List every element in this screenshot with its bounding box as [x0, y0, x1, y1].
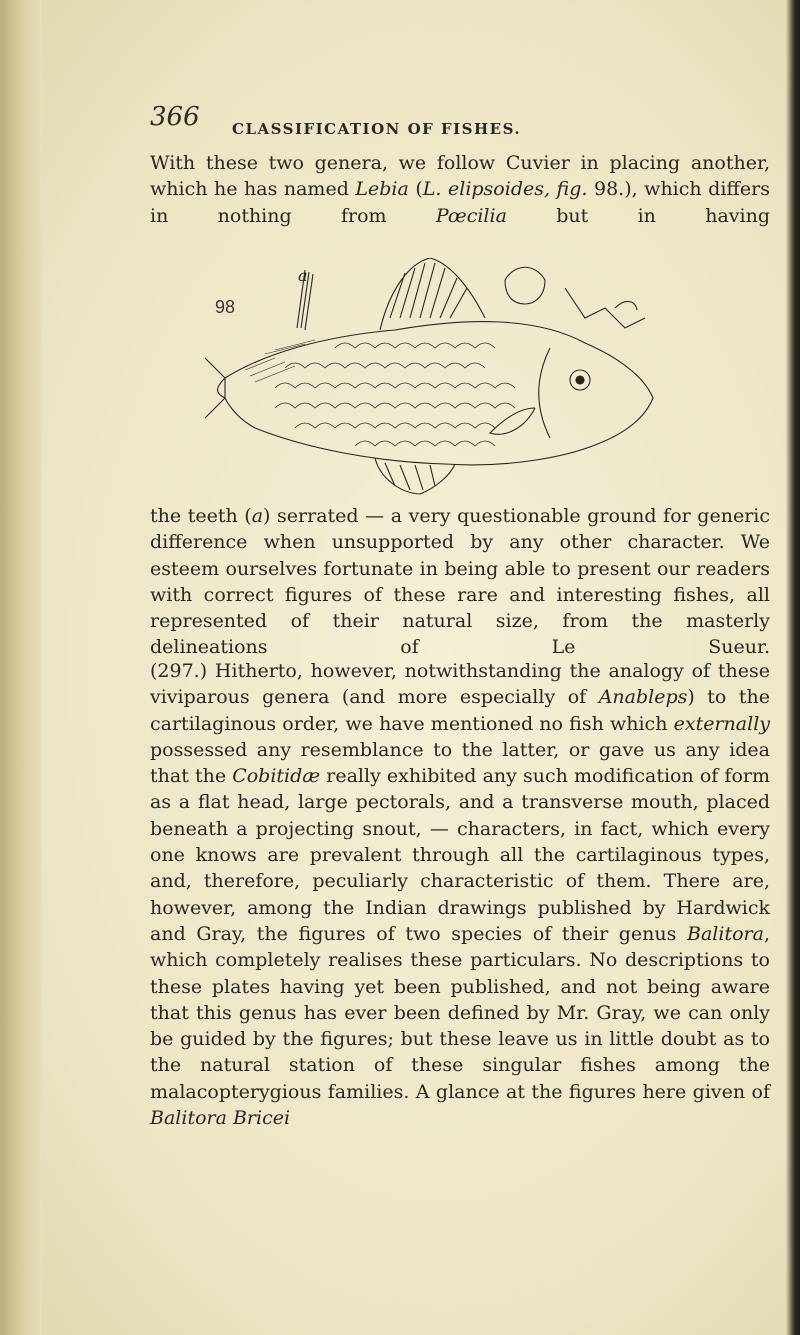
paragraph-teeth: the teeth (a) serrated — a very questionable ground for generic difference when unsupported by any other character. We esteem ourselves fortunate in being able to present our readers with correct figures of these rare and interesting fishes, all represented of their natural size, from the masterly delineations of Le Sueur.	[150, 505, 770, 659]
page-gutter	[0, 0, 42, 1335]
figure-letter-label: a	[298, 266, 308, 285]
paragraph-297: (297.) Hitherto, however, notwithstanding the analogy of these viviparous genera (and more especially of Anableps) to the cartilaginous order, we have mentioned no fish which externally possessed any resemblance to the latter, or gave us any idea that the Cobitidæ really exhibited any such modification of form as a flat head, large pectorals, and a transverse mouth, placed beneath a projecting snout, — characters, in fact, which every one knows are prevalent through all the cartilaginous types, and, therefore, peculiarly characteristic of them. There are, however, among the Indian drawings published by Hardwick and Gray, the figures of two species of their genus Balitora, which completely realises these particulars. No descriptions to these plates having yet been published, and not being aware that this genus has ever been defined by Mr. Gray, we can only be guided by the figures; but these leave us in little doubt as to the natural station of these singular fishes among the malacopterygious families. A glance at the figures here given of Balitora Bricei	[150, 660, 770, 1130]
figure-number: 98	[215, 297, 236, 317]
fish-illustration-icon	[205, 258, 660, 498]
paragraph-intro: With these two genera, we follow Cuvier in placing another, which he has named Lebia (L. elipsoides, fig. 98.), which differs in nothing from Pœcilia but in having	[150, 152, 770, 227]
page-edge	[786, 0, 800, 1335]
page-number: 366	[150, 102, 200, 132]
running-title: CLASSIFICATION OF FISHES.	[232, 120, 522, 138]
